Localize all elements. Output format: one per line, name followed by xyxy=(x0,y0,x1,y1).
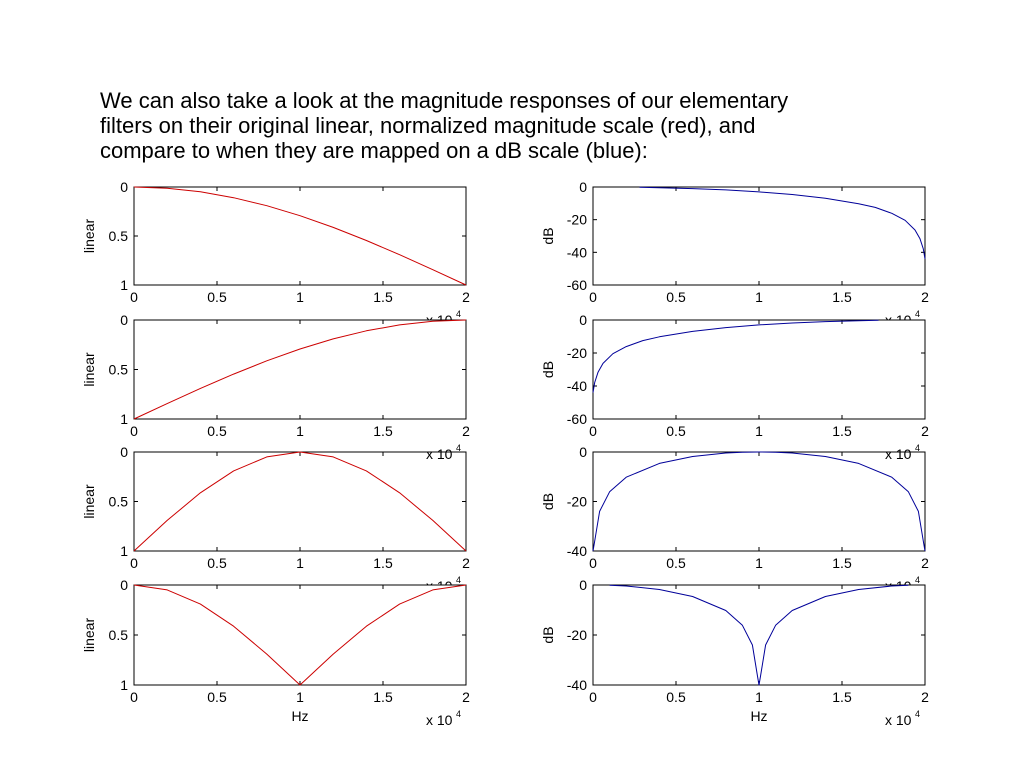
y-axis-label: linear xyxy=(81,218,97,254)
x-tick-label: 0.5 xyxy=(666,689,686,705)
y-tick-label: 0 xyxy=(579,577,587,593)
x-tick-label: 0.5 xyxy=(666,555,686,571)
x-tick-label: 2 xyxy=(462,555,470,571)
y-axis-label: linear xyxy=(81,484,97,519)
panel-row4-linear xyxy=(81,577,470,728)
y-tick-label: -20 xyxy=(566,211,587,228)
y-tick-label: 0 xyxy=(120,312,128,328)
y-tick-label: 0 xyxy=(120,179,128,195)
x-multiplier-label: x 10 xyxy=(885,712,912,728)
x-multiplier-exponent: 4 xyxy=(456,309,462,319)
x-tick-label: 0 xyxy=(130,555,138,571)
y-tick-label: 0 xyxy=(579,444,587,460)
x-tick-label: 2 xyxy=(462,423,470,439)
y-tick-label: -40 xyxy=(566,677,587,693)
x-multiplier-exponent: 4 xyxy=(456,443,462,453)
panel-row2-linear xyxy=(81,312,470,462)
y-tick-label: 0 xyxy=(120,444,128,460)
y-tick-label: -60 xyxy=(566,411,587,427)
x-tick-label: 1 xyxy=(755,289,763,305)
x-multiplier-exponent: 4 xyxy=(915,709,921,719)
x-multiplier-label: x 10 xyxy=(426,446,453,462)
x-tick-label: 1.5 xyxy=(373,423,393,439)
panel-row3-linear xyxy=(81,444,470,594)
x-tick-label: 1.5 xyxy=(373,555,393,571)
x-multiplier-exponent: 4 xyxy=(456,709,462,719)
plot-frame xyxy=(134,320,466,419)
x-tick-label: 1 xyxy=(755,689,763,705)
y-tick-label: 0 xyxy=(579,179,587,195)
x-tick-label: 2 xyxy=(921,555,929,571)
plot-frame xyxy=(134,187,466,285)
x-tick-label: 1 xyxy=(755,423,763,439)
y-tick-label: -20 xyxy=(566,345,587,361)
y-tick-label: -40 xyxy=(566,543,587,559)
y-axis-label: dB xyxy=(540,626,556,644)
x-tick-label: 1 xyxy=(296,289,304,305)
plot-frame xyxy=(593,452,925,551)
x-multiplier-exponent: 4 xyxy=(915,309,921,319)
x-tick-label: 0.5 xyxy=(207,555,227,571)
x-axis-label: Hz xyxy=(750,708,768,724)
caption-line-3: compare to when they are mapped on a dB scale (blue): xyxy=(100,138,648,163)
x-tick-label: 1.5 xyxy=(832,423,852,439)
y-tick-label: -20 xyxy=(566,493,587,510)
y-axis-label: linear xyxy=(81,617,97,653)
x-multiplier-exponent: 4 xyxy=(915,575,921,585)
x-tick-label: 0.5 xyxy=(207,423,227,439)
plot-frame xyxy=(593,320,925,419)
x-tick-label: 1.5 xyxy=(373,289,393,305)
y-tick-label: 1 xyxy=(120,543,128,559)
y-tick-label: -40 xyxy=(566,378,587,394)
x-tick-label: 1.5 xyxy=(832,289,852,305)
x-tick-label: 1.5 xyxy=(832,689,852,705)
y-tick-label: 1 xyxy=(120,277,128,293)
panel-row1-linear xyxy=(81,179,470,328)
x-tick-label: 0 xyxy=(130,689,138,705)
x-tick-label: 0 xyxy=(589,555,597,571)
y-tick-label: 1 xyxy=(120,677,128,693)
x-tick-label: 1 xyxy=(755,555,763,571)
x-tick-label: 2 xyxy=(462,289,470,305)
x-tick-label: 0 xyxy=(589,423,597,439)
x-multiplier-label: x 10 xyxy=(426,712,453,728)
x-tick-label: 2 xyxy=(462,689,470,705)
x-tick-label: 2 xyxy=(921,289,929,305)
x-multiplier-exponent: 4 xyxy=(915,443,921,453)
panel-row2-db xyxy=(540,312,929,462)
y-tick-label: 0 xyxy=(120,577,128,593)
y-tick-label: -60 xyxy=(566,277,587,293)
x-tick-label: 0.5 xyxy=(207,289,227,305)
y-axis-label: dB xyxy=(540,492,556,511)
x-tick-label: 1 xyxy=(296,555,304,571)
x-tick-label: 2 xyxy=(921,423,929,439)
x-tick-label: 0.5 xyxy=(207,689,227,705)
x-multiplier-label: x 10 xyxy=(885,446,912,462)
caption-line-2: filters on their original linear, normalized magnitude scale (red), and xyxy=(100,113,756,138)
x-tick-label: 1.5 xyxy=(373,689,393,705)
caption-line-1: We can also take a look at the magnitude responses of our elementary xyxy=(100,88,789,113)
plot-frame xyxy=(134,585,466,685)
y-tick-label: 0.5 xyxy=(108,361,128,378)
x-tick-label: 1 xyxy=(296,423,304,439)
panel-row1-db xyxy=(540,179,929,328)
x-tick-label: 2 xyxy=(921,689,929,705)
y-axis-label: dB xyxy=(540,227,556,245)
y-tick-label: 1 xyxy=(120,411,128,427)
y-tick-label: -40 xyxy=(566,244,587,261)
x-tick-label: 0 xyxy=(589,289,597,305)
y-axis-label: dB xyxy=(540,360,556,379)
x-tick-label: 1 xyxy=(296,689,304,705)
plot-frame xyxy=(593,187,925,285)
y-tick-label: 0 xyxy=(579,312,587,328)
x-tick-label: 0.5 xyxy=(666,423,686,439)
x-tick-label: 0.5 xyxy=(666,289,686,305)
y-tick-label: 0.5 xyxy=(108,228,128,244)
y-tick-label: -20 xyxy=(566,627,587,643)
x-tick-label: 0 xyxy=(589,689,597,705)
panel-row4-db xyxy=(540,577,929,728)
y-axis-label: linear xyxy=(81,352,97,387)
plot-frame xyxy=(593,585,925,685)
x-tick-label: 0 xyxy=(130,289,138,305)
x-tick-label: 1.5 xyxy=(832,555,852,571)
x-axis-label: Hz xyxy=(291,708,309,724)
plot-frame xyxy=(134,452,466,551)
x-multiplier-exponent: 4 xyxy=(456,575,462,585)
y-tick-label: 0.5 xyxy=(108,627,128,643)
y-tick-label: 0.5 xyxy=(108,493,128,510)
x-tick-label: 0 xyxy=(130,423,138,439)
panel-row3-db xyxy=(540,444,929,594)
